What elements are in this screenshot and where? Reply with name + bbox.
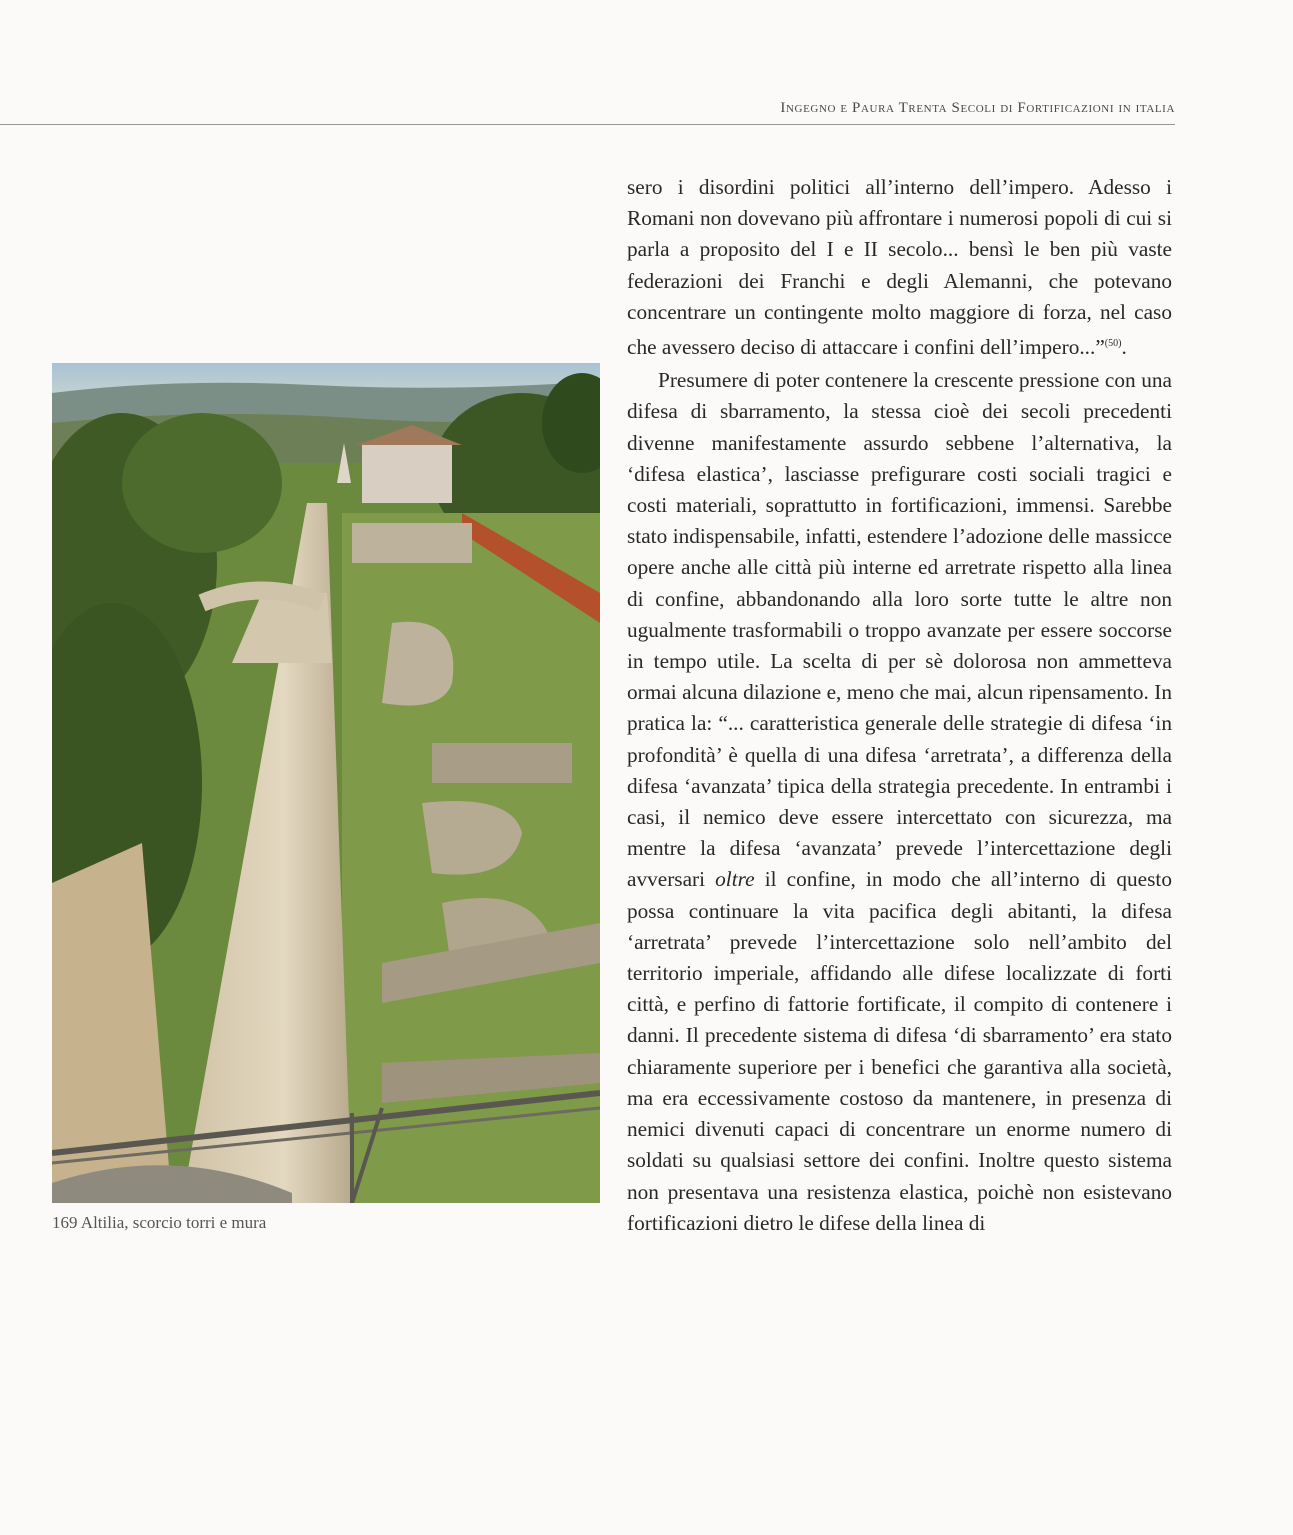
figure-photo (52, 363, 600, 1203)
paragraph (627, 365, 1172, 1239)
altilia-walls-photo (52, 363, 600, 1203)
main-text-column (627, 172, 1172, 1239)
footnote-ref: (50) (1104, 338, 1122, 350)
paragraph-text: Presumere di poter contenere la crescente pressione con una difesa di sbarramento, la stessa cioè dei secoli precedenti divenne manifestamente assurdo sebbene l’alternativa, la ‘difesa elastica’, lasciasse prefigurare costi sociali tragici e costi materiali, soprattutto in fortificazioni, immensi. Sarebbe stato indispensabile, infatti, estendere l’adozione delle massicce opere anche alle città più interne ed arretrate rispetto alla linea di confine, abbandonando alla loro sorte tutte le altre non ugualmente trasformabili o troppo avanzate per essere soccorse in tempo utile. La scelta di per sè dolorosa non ammetteva ormai alcuna dilazione e, meno che mai, alcun ripensamento. In pratica la: “... caratteristica generale delle strategie di difesa ‘in profondità’ è quella di una difesa ‘arretrata’, a differenza della difesa ‘avanzata’ tipica della strategia precedente. In entrambi i casi, il nemico deve essere intercettato con sicurezza, ma mentre la difesa ‘avanzata’ prevede l’intercettazione degli avversari (627, 368, 1172, 892)
italic-word: oltre (715, 867, 755, 892)
paragraph-text: il confine, in modo che all’interno di questo possa continuare la vita pacifica degli abitanti, la difesa ‘arretrata’ prevede l’intercettazione solo nell’ambito del territorio imperiale, affidando alle difese localizzate di forti città, e perfino di fattorie fortificate, il compito di contenere i danni. Il precedente sistema di difesa ‘di sbarramento’ era stato chiaramente superiore per i benefici che garantiva alla società, ma era eccessivamente costoso da mantenere, in presenza di nemici divenuti capaci di concentrare un enorme numero di soldati su qualsiasi settore dei confini. Inoltre questo sistema non presentava una resistenza elastica, poichè non esistevano fortificazioni dietro le difese della linea di (627, 867, 1172, 1235)
footnote-tail: . (1121, 335, 1127, 360)
paragraph (627, 172, 1172, 363)
running-head: Ingegno e Paura Trenta Secoli di Fortificazioni in italia (780, 100, 1175, 116)
header-rule (0, 124, 1175, 125)
figure-caption: 169 Altilia, scorcio torri e mura (52, 1213, 267, 1232)
paragraph-text: sero i disordini politici all’interno dell’impero. Adesso i Romani non dovevano più affrontare i numerosi popoli di cui si parla a proposito del I e II secolo... bensì le ben più vaste federazioni dei Franchi e degli Alemanni, che potevano concentrare un contingente molto maggiore di forza, nel caso che avessero deciso di attaccare i confini dell’impero...” (627, 175, 1172, 360)
